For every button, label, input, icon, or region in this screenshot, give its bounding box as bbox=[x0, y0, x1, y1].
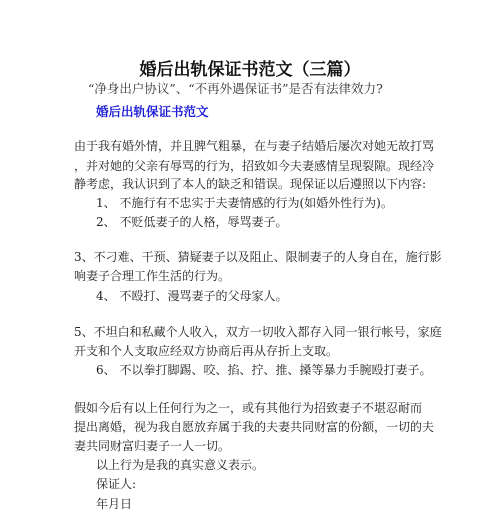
guarantor-label: 保证人: bbox=[96, 477, 137, 491]
item-5-line-2: 开支和个人支取应经双方协商后再从存折上支取。 bbox=[74, 344, 339, 358]
section-heading-link[interactable]: 婚后出轨保证书范文 bbox=[96, 104, 209, 119]
item-4: 4、 不殴打、漫骂妻子的父母家人。 bbox=[96, 289, 288, 303]
date-label: 年月日 bbox=[96, 497, 133, 511]
item-3-line-2: 响妻子合理工作生活的行为。 bbox=[74, 269, 231, 283]
intro-line-1: 由于我有婚外情，并且脾气粗暴，在与妻子结婚后屡次对她无故打骂 bbox=[74, 139, 435, 153]
closing-line-2: 提出离婚，视为我自愿放弃属于我的夫妻共同财富的份额，一切的夫 bbox=[74, 420, 435, 434]
item-3-line-1: 3、不刁难、干预、猜疑妻子以及阻止、限制妻子的人身自在，施行影 bbox=[74, 250, 442, 264]
intro-line-2: ，并对她的父亲有辱骂的行为，招致如今夫妻感情呈现裂隙。现经冷 bbox=[74, 159, 435, 173]
item-6: 6、 不以拳打脚踢、咬、掐、拧、推、搡等暴力手腕殴打妻子。 bbox=[96, 363, 432, 377]
item-2: 2、 不贬低妻子的人格，辱骂妻子。 bbox=[96, 215, 288, 229]
document-title: 婚后出轨保证书范文（三篇） bbox=[139, 60, 361, 80]
item-5-line-1: 5、不坦白和私藏个人收入，双方一切收入都存入同一银行帐号，家庭 bbox=[74, 325, 442, 339]
closing-line-3: 妻共同财富归妻子一人一切。 bbox=[74, 439, 231, 453]
item-1: 1、 不施行有不忠实于夫妻情感的行为(如婚外性行为)。 bbox=[96, 196, 393, 210]
closing-line-1: 假如今后有以上任何行为之一，或有其他行为招致妻子不堪忍耐而 bbox=[74, 401, 423, 415]
document-subtitle: “净身出户协议”、“不再外遇保证书”是否有法律效力? bbox=[88, 81, 383, 96]
intro-line-3: 静考虑，我认识到了本人的缺乏和错误。现保证以后遵照以下内容: bbox=[74, 177, 427, 191]
declaration-text: 以上行为是我的真实意义表示。 bbox=[96, 458, 265, 472]
